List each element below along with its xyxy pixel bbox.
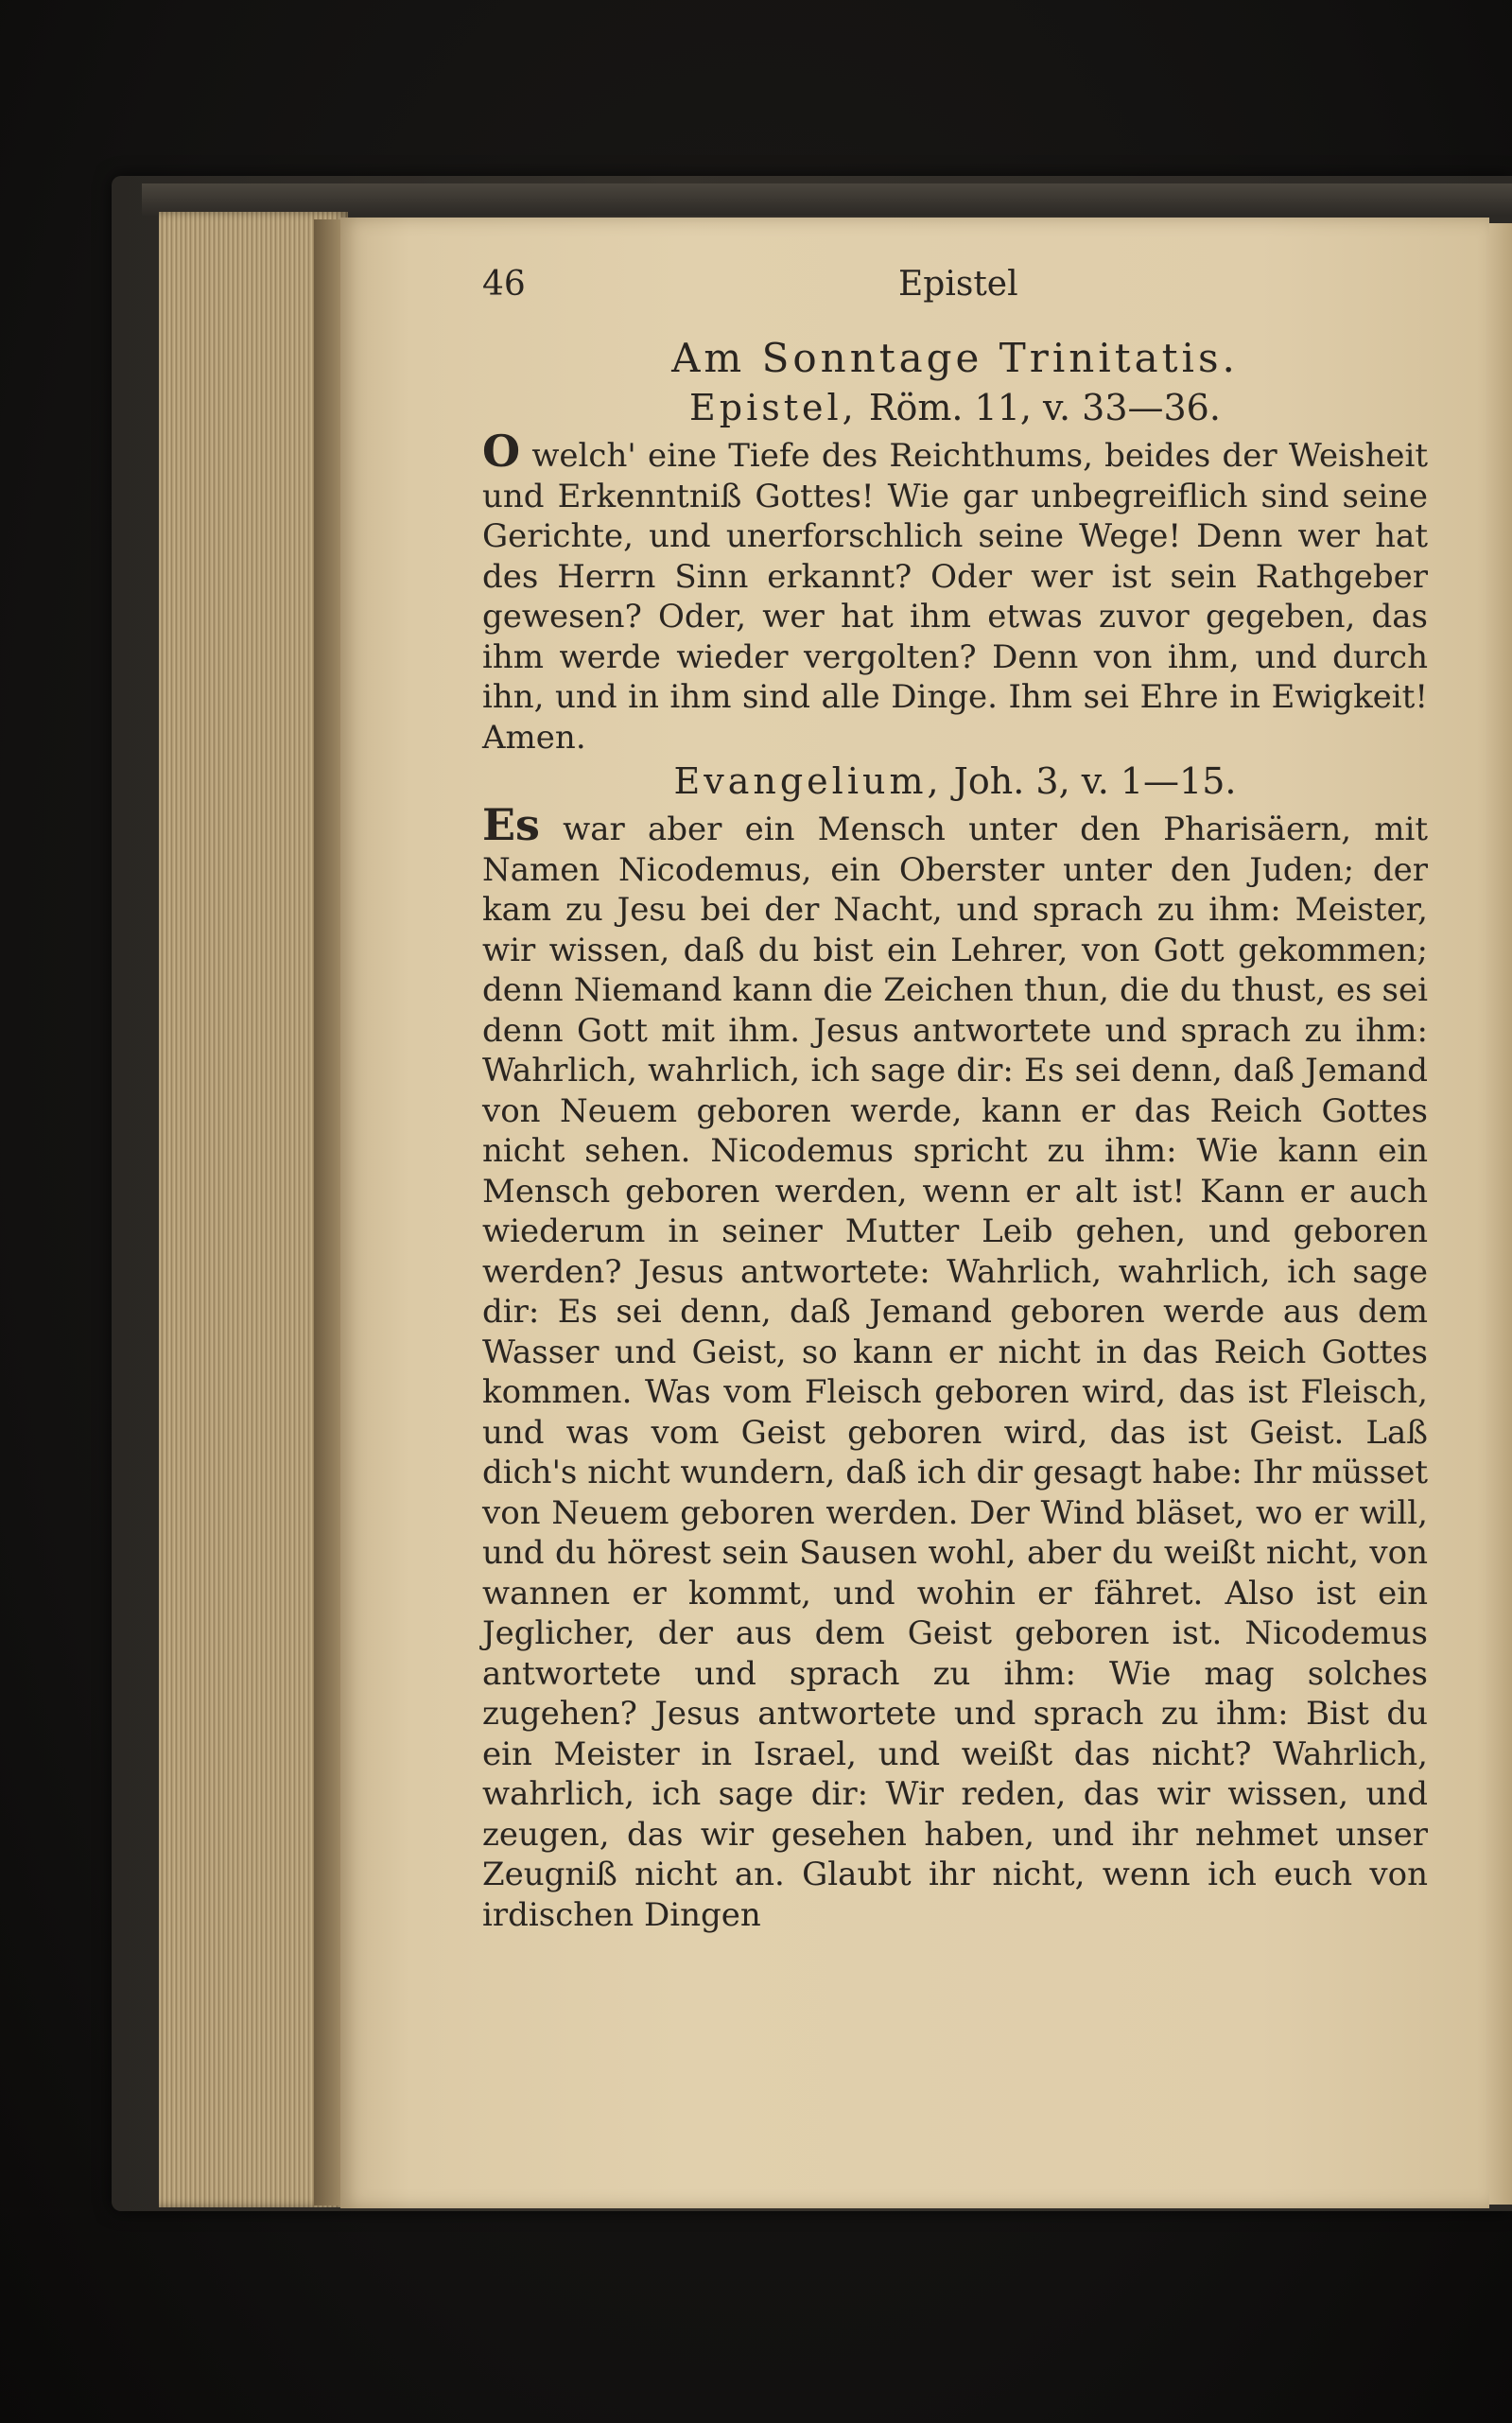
page-edge-right bbox=[1489, 223, 1512, 2205]
gospel-text bbox=[482, 799, 1429, 1935]
epistle-initial: O bbox=[482, 426, 521, 477]
gospel-label: Evangelium, bbox=[673, 760, 943, 802]
gospel-heading bbox=[482, 758, 1428, 805]
gospel-body: war aber ein Mensch unter den Pharisäern, mit Namen Nicodemus, ein Oberster unter den Juden; der kam zu Jesu bei der Nacht, und sprach zu ihm: Meister, wir wissen, daß du bist ein Lehrer, von Gott gekommen; denn Niemand kann die Zeichen thun, die du thust, es sei denn Gott mit ihm. Jesus antwortete und sprach zu ihm: Wahrlich, wahrlich, ich sage dir: Es sei denn, daß Jemand von Neuem geboren werde, kann er das Reich Gottes nicht sehen. Nicodemus spricht zu ihm: Wie kann ein Mensch geboren werden, wenn er alt ist! Kann er auch wiederum in seiner Mutter Leib gehen, und geboren werden? Jesus antwortete: Wahrlich, wahrlich, ich sage dir: Es sei denn, daß Jemand geboren werde aus dem Wasser und Geist, so kann er nicht in das Reich Gottes kommen. Was vom Fleisch geboren wird, das ist Fleisch, und was vom Geist geboren wird, das ist Geist. Laß dich's nicht wundern, daß ich dir gesagt habe: Ihr müsset von Neuem geboren werden. Der Wind bläset, wo er will, und du hörest sein Sausen wohl, aber du weißt nicht, von wannen er kommt, und wohin er fähret. Also ist ein Jeglicher, der aus dem Geist geboren ist. Nicodemus antwortete und sprach zu ihm: Wie mag solches zugehen? Jesus antwortete und sprach zu ihm: Bist du ein Meister in Israel, und weißt das nicht? Wahrlich, wahrlich, ich sage dir: Wir reden, das wir wissen, und zeugen, das wir gesehen haben, und ihr nehmet unser Zeugniß nicht an. Glaubt ihr nicht, wenn ich euch von irdischen Dingen bbox=[482, 811, 1429, 1934]
epistle-reference: Röm. 11, v. 33—36. bbox=[868, 387, 1221, 428]
book-cover-top-edge bbox=[142, 183, 1512, 216]
page-header bbox=[482, 255, 1428, 312]
gospel-reference: Joh. 3, v. 1—15. bbox=[953, 760, 1237, 802]
page-number: 46 bbox=[482, 265, 526, 304]
epistle-body: welch' eine Tiefe des Reichthums, beides der Weisheit und Erkenntniß Gottes! Wie gar unbegreiflich sind seine Gerichte, und unerforschlich seine Wege! Denn wer hat des Herrn Sinn erkannt? Oder wer ist sein Rathgeber gewesen? Oder, wer hat ihm etwas zuvor gegeben, das ihm werde wieder vergolten? Denn von ihm, und durch ihn, und in ihm sind alle Dinge. Ihm sei Ehre in Ewigkeit! Amen. bbox=[482, 437, 1429, 757]
page-text bbox=[482, 255, 1428, 1935]
epistle-label: Epistel, bbox=[689, 387, 858, 428]
epistle-text bbox=[482, 426, 1429, 758]
running-head: Epistel bbox=[898, 265, 1018, 304]
epistle-heading bbox=[482, 384, 1428, 431]
gospel-initial: Es bbox=[482, 799, 540, 850]
section-title: Am Sonntage Trinitatis. bbox=[671, 335, 1239, 381]
